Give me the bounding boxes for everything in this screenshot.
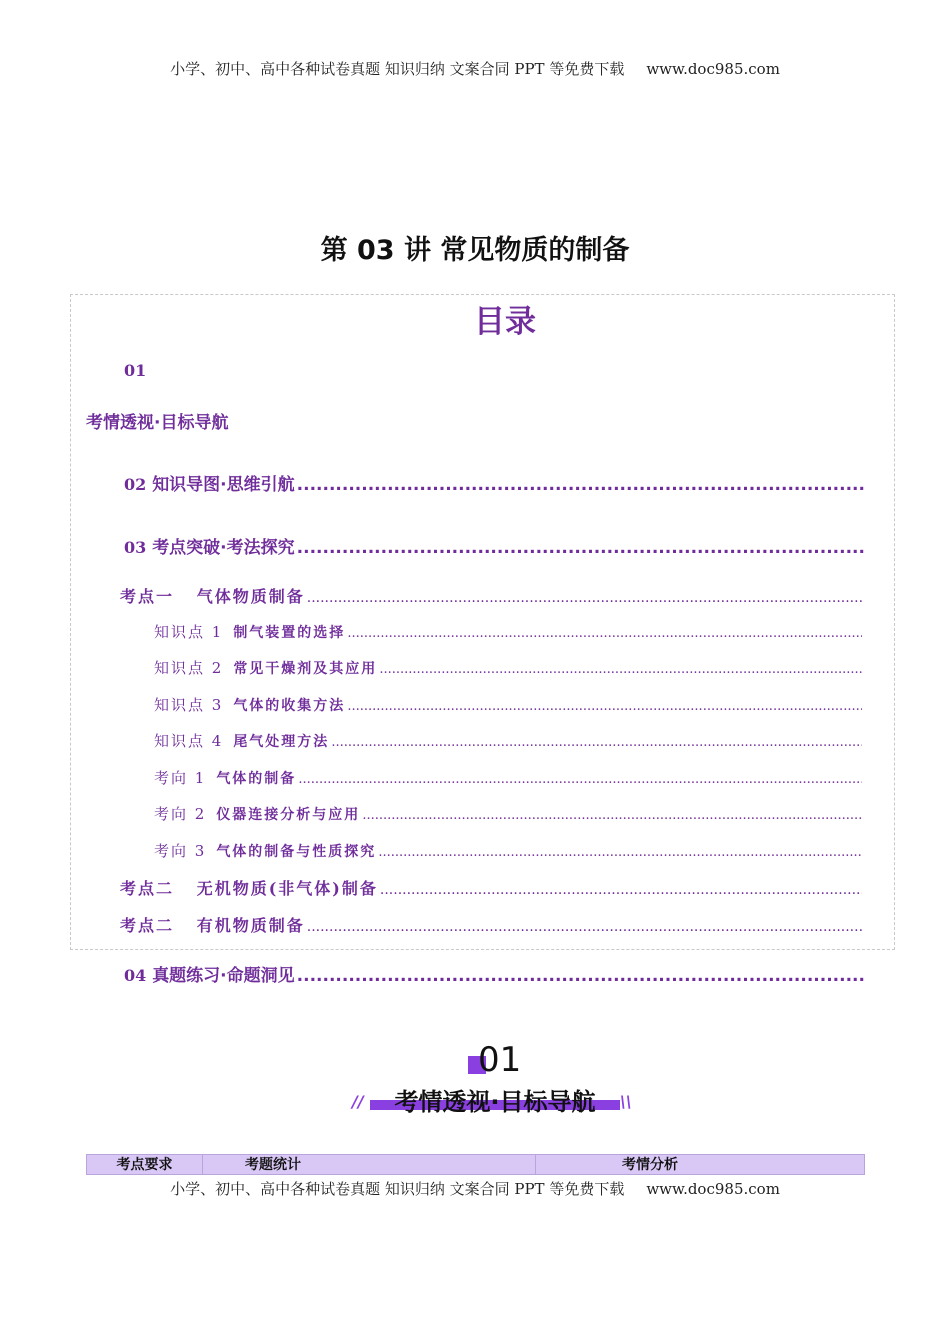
toc-heading: 目录: [474, 304, 536, 340]
toc-sub-item[interactable]: 知识点 1 制气装置的选择 .....: [154, 621, 862, 642]
toc-sub-item[interactable]: 考向 2 仪器连接分析与应用 .....: [154, 803, 862, 824]
toc-leader-dots: [297, 966, 864, 986]
badge-title: 考情透视·目标导航: [394, 1088, 596, 1116]
toc-leader-dots: [307, 590, 862, 606]
toc-sub-item[interactable]: 考向 1 气体的制备 .....: [154, 767, 862, 788]
toc-kaodian-3[interactable]: 考点二 有机物质制备 .....: [120, 913, 862, 936]
section-badge: [350, 1040, 640, 1120]
toc-leader-dots: [298, 772, 862, 787]
toc-sub-item[interactable]: 知识点 4 尾气处理方法 .....: [154, 730, 862, 751]
toc-leader-dots: [297, 475, 864, 495]
footer-site[interactable]: www.doc985.com: [646, 1180, 780, 1198]
toc-sub-item[interactable]: 知识点 2 常见干燥剂及其应用 .....: [154, 657, 862, 678]
slash-decoration-icon: //: [352, 1092, 364, 1111]
toc-sub-item[interactable]: 知识点 3 气体的收集方法 .....: [154, 694, 862, 715]
header-text: 小学、初中、高中各种试卷真题 知识归纳 文案合同 PPT 等免费下载: [170, 60, 625, 78]
toc-section-02[interactable]: 02 知识导图·思维引航 .....: [124, 470, 864, 495]
backslash-decoration-icon: \\: [620, 1092, 632, 1111]
toc-leader-dots: [379, 662, 862, 677]
toc-leader-dots: [331, 735, 862, 750]
toc-sub-item[interactable]: 考向 3 气体的制备与性质探究 .....: [154, 840, 862, 861]
table-header-row: [86, 1154, 865, 1175]
table-header-cell: 考情分析: [622, 1157, 678, 1173]
page-title: 第 03 讲 常见物质的制备: [320, 235, 630, 266]
toc-leader-dots: [307, 919, 862, 935]
toc-leader-dots: [297, 538, 864, 558]
page-footer: [0, 1178, 950, 1199]
toc-leader-dots: [378, 845, 862, 860]
toc-leader-dots: [347, 626, 862, 641]
footer-text: 小学、初中、高中各种试卷真题 知识归纳 文案合同 PPT 等免费下载: [170, 1180, 625, 1198]
page-header: [0, 58, 950, 79]
toc-leader-dots: [362, 808, 862, 823]
toc-leader-dots: [380, 882, 862, 898]
toc-section-03[interactable]: 03 考点突破·考法探究 .....: [124, 533, 864, 558]
toc-kaodian-1[interactable]: 考点一 气体物质制备 .....: [120, 584, 862, 607]
table-header-cell: 考点要求: [87, 1155, 203, 1174]
toc-section-01-number[interactable]: 01: [124, 361, 147, 380]
toc-section-01-label[interactable]: 考情透视·目标导航: [86, 413, 229, 433]
badge-number: 01: [478, 1040, 522, 1080]
header-site[interactable]: www.doc985.com: [646, 60, 780, 78]
toc-leader-dots: [347, 699, 862, 714]
table-header-cell: 考题统计: [203, 1155, 536, 1174]
toc-section-04[interactable]: 04 真题练习·命题洞见 .....: [124, 961, 864, 986]
toc-kaodian-2[interactable]: 考点二 无机物质(非气体)制备 .....: [120, 876, 862, 899]
